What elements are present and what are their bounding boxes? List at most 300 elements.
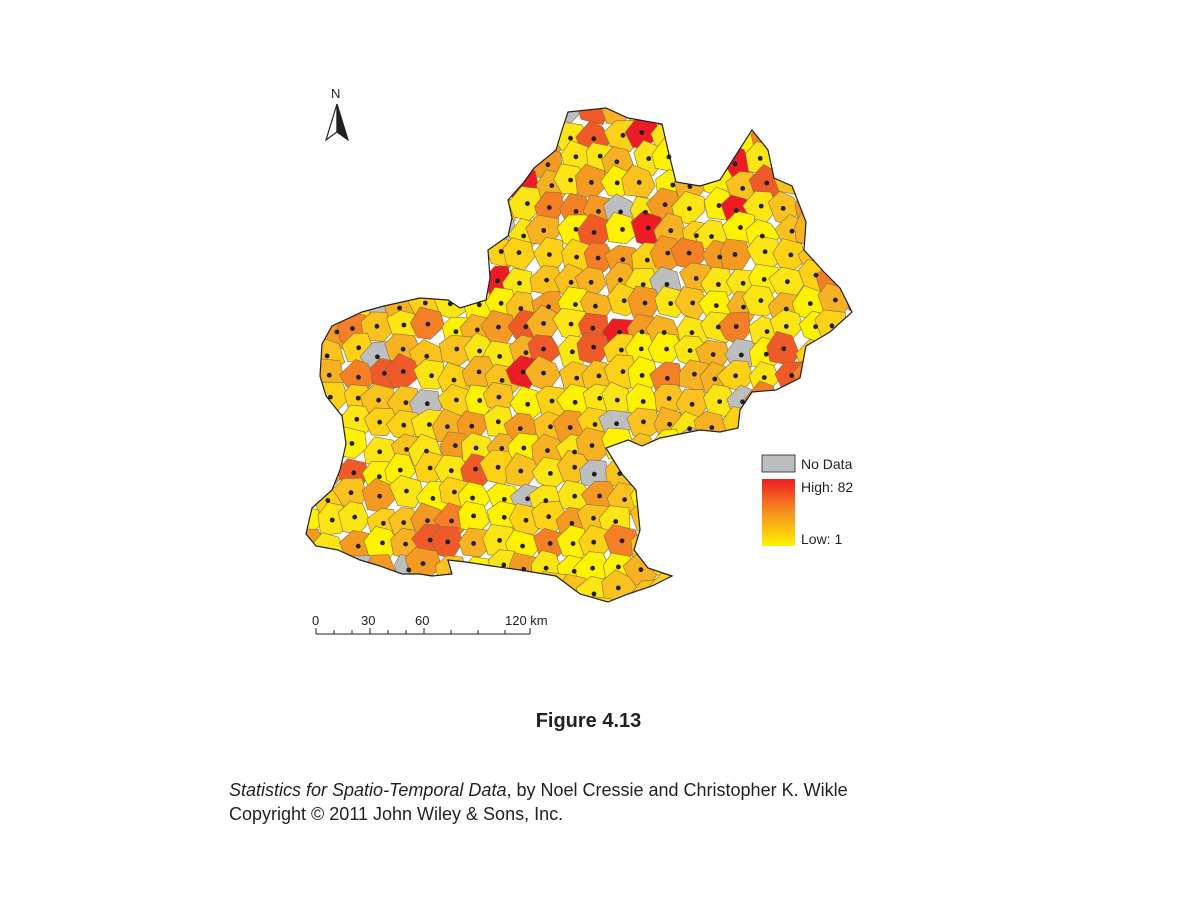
district-centroid-dot bbox=[573, 400, 578, 405]
district-area bbox=[365, 575, 398, 609]
scale-label-120km: 120 km bbox=[505, 613, 548, 628]
district-area bbox=[696, 462, 730, 492]
district-area bbox=[414, 210, 448, 242]
district-centroid-dot bbox=[521, 234, 526, 239]
district-centroid-dot bbox=[637, 180, 642, 185]
region-cells bbox=[287, 90, 881, 637]
district-centroid-dot bbox=[759, 204, 764, 209]
district-area bbox=[819, 574, 851, 604]
district-area bbox=[291, 607, 325, 637]
district-area bbox=[843, 380, 878, 414]
district-area bbox=[287, 338, 320, 369]
district-area bbox=[291, 455, 323, 487]
district-centroid-dot bbox=[517, 281, 522, 286]
district-centroid-dot bbox=[351, 470, 356, 475]
district-area bbox=[506, 576, 540, 611]
district-centroid-dot bbox=[790, 229, 795, 234]
district-centroid-dot bbox=[425, 518, 430, 523]
district-area bbox=[698, 122, 732, 151]
district-centroid-dot bbox=[525, 496, 530, 501]
district-area bbox=[368, 186, 401, 218]
district-area bbox=[824, 385, 854, 416]
district-centroid-dot bbox=[401, 520, 406, 525]
district-centroid-dot bbox=[734, 208, 739, 213]
district-area bbox=[294, 572, 328, 604]
district-centroid-dot bbox=[546, 162, 551, 167]
district-area bbox=[774, 389, 806, 419]
district-centroid-dot bbox=[548, 424, 553, 429]
district-centroid-dot bbox=[376, 398, 381, 403]
district-area bbox=[843, 575, 879, 606]
district-area bbox=[817, 94, 850, 129]
district-area bbox=[505, 99, 537, 133]
district-centroid-dot bbox=[593, 304, 598, 309]
district-area bbox=[292, 557, 327, 587]
district-centroid-dot bbox=[471, 514, 476, 519]
district-centroid-dot bbox=[733, 252, 738, 257]
district-centroid-dot bbox=[397, 306, 402, 311]
district-centroid-dot bbox=[401, 369, 406, 374]
district-area bbox=[819, 338, 852, 368]
district-centroid-dot bbox=[477, 398, 482, 403]
district-centroid-dot bbox=[617, 471, 622, 476]
district-area bbox=[846, 524, 880, 554]
district-centroid-dot bbox=[590, 566, 595, 571]
district-area bbox=[462, 173, 494, 205]
district-area bbox=[747, 600, 782, 631]
district-area bbox=[704, 475, 738, 509]
district-centroid-dot bbox=[520, 544, 525, 549]
district-area bbox=[795, 212, 828, 247]
district-centroid-dot bbox=[521, 567, 526, 572]
district-centroid-dot bbox=[833, 298, 838, 303]
district-centroid-dot bbox=[525, 402, 530, 407]
district-area bbox=[532, 94, 563, 125]
district-area bbox=[703, 531, 734, 562]
district-area bbox=[702, 598, 735, 633]
district-centroid-dot bbox=[401, 423, 406, 428]
district-area bbox=[407, 268, 444, 298]
district-area bbox=[436, 601, 469, 632]
district-area bbox=[288, 146, 322, 179]
district-centroid-dot bbox=[572, 450, 577, 455]
district-area bbox=[674, 480, 704, 511]
district-area bbox=[295, 239, 327, 275]
district-centroid-dot bbox=[404, 447, 409, 452]
district-area bbox=[774, 552, 805, 586]
district-area bbox=[320, 257, 354, 290]
district-centroid-dot bbox=[574, 255, 579, 260]
district-centroid-dot bbox=[499, 446, 504, 451]
district-centroid-dot bbox=[641, 399, 646, 404]
district-centroid-dot bbox=[709, 425, 714, 430]
district-area bbox=[454, 578, 488, 609]
district-area bbox=[582, 596, 618, 628]
district-area bbox=[433, 166, 466, 200]
district-centroid-dot bbox=[524, 350, 529, 355]
district-centroid-dot bbox=[717, 255, 722, 260]
district-area bbox=[505, 138, 537, 170]
district-area bbox=[819, 604, 853, 634]
district-centroid-dot bbox=[591, 136, 596, 141]
district-centroid-dot bbox=[593, 422, 598, 427]
district-area bbox=[296, 120, 328, 156]
district-area bbox=[718, 456, 754, 490]
district-centroid-dot bbox=[613, 519, 618, 524]
district-area bbox=[360, 168, 397, 198]
district-centroid-dot bbox=[377, 420, 382, 425]
district-centroid-dot bbox=[356, 375, 361, 380]
district-centroid-dot bbox=[474, 446, 479, 451]
figure-title: Figure 4.13 bbox=[535, 710, 642, 732]
district-area bbox=[839, 214, 872, 245]
district-centroid-dot bbox=[646, 156, 651, 161]
district-centroid-dot bbox=[325, 354, 330, 359]
district-centroid-dot bbox=[808, 301, 813, 306]
district-area bbox=[696, 570, 726, 604]
scale-label-60: 60 bbox=[415, 613, 430, 628]
district-centroid-dot bbox=[692, 372, 697, 377]
district-area bbox=[455, 262, 488, 291]
district-centroid-dot bbox=[517, 250, 522, 255]
district-centroid-dot bbox=[690, 301, 695, 306]
scale-label-0: 0 bbox=[312, 613, 320, 628]
district-centroid-dot bbox=[733, 373, 738, 378]
district-centroid-dot bbox=[544, 278, 549, 283]
district-area bbox=[768, 581, 802, 614]
district-area bbox=[386, 265, 419, 298]
district-centroid-dot bbox=[541, 228, 546, 233]
district-area bbox=[557, 603, 589, 635]
district-centroid-dot bbox=[764, 181, 769, 186]
district-area bbox=[840, 115, 872, 148]
district-area bbox=[749, 581, 782, 612]
district-area bbox=[822, 148, 855, 179]
district-centroid-dot bbox=[667, 155, 672, 160]
district-centroid-dot bbox=[687, 251, 692, 256]
district-area bbox=[552, 90, 584, 124]
district-area bbox=[460, 145, 490, 177]
district-centroid-dot bbox=[690, 402, 695, 407]
district-centroid-dot bbox=[622, 497, 627, 502]
district-area bbox=[842, 173, 875, 206]
district-area bbox=[842, 357, 875, 389]
district-centroid-dot bbox=[335, 330, 340, 335]
district-centroid-dot bbox=[760, 234, 765, 239]
district-centroid-dot bbox=[568, 136, 573, 141]
district-centroid-dot bbox=[548, 541, 553, 546]
district-centroid-dot bbox=[445, 424, 450, 429]
district-centroid-dot bbox=[398, 468, 403, 473]
district-area bbox=[317, 191, 349, 222]
district-centroid-dot bbox=[425, 401, 430, 406]
district-centroid-dot bbox=[421, 561, 426, 566]
district-centroid-dot bbox=[781, 346, 786, 351]
district-centroid-dot bbox=[716, 325, 721, 330]
district-centroid-dot bbox=[789, 373, 794, 378]
district-centroid-dot bbox=[714, 303, 719, 308]
district-centroid-dot bbox=[502, 515, 507, 520]
district-area bbox=[480, 92, 516, 121]
district-centroid-dot bbox=[473, 467, 478, 472]
district-area bbox=[796, 124, 827, 156]
district-area bbox=[484, 571, 519, 602]
district-centroid-dot bbox=[688, 348, 693, 353]
district-centroid-dot bbox=[352, 515, 357, 520]
district-area bbox=[294, 414, 325, 445]
district-centroid-dot bbox=[694, 276, 699, 281]
district-centroid-dot bbox=[646, 226, 651, 231]
district-area bbox=[843, 599, 876, 630]
district-area bbox=[745, 381, 779, 416]
district-area bbox=[459, 218, 490, 249]
district-centroid-dot bbox=[764, 352, 769, 357]
district-centroid-dot bbox=[424, 354, 429, 359]
district-area bbox=[296, 216, 328, 249]
district-area bbox=[821, 209, 852, 244]
district-area bbox=[345, 173, 378, 202]
book-title: Statistics for Spatio-Temporal Data bbox=[229, 780, 507, 800]
district-centroid-dot bbox=[453, 443, 458, 448]
district-centroid-dot bbox=[428, 538, 433, 543]
scale-label-30: 30 bbox=[361, 613, 376, 628]
district-centroid-dot bbox=[717, 203, 722, 208]
district-area bbox=[335, 144, 371, 176]
district-centroid-dot bbox=[401, 347, 406, 352]
district-area bbox=[766, 408, 799, 443]
district-area bbox=[463, 125, 496, 157]
district-centroid-dot bbox=[614, 421, 619, 426]
district-area bbox=[437, 572, 472, 605]
district-centroid-dot bbox=[596, 256, 601, 261]
district-centroid-dot bbox=[448, 301, 453, 306]
district-centroid-dot bbox=[668, 228, 673, 233]
district-centroid-dot bbox=[758, 156, 763, 161]
district-centroid-dot bbox=[496, 419, 501, 424]
district-centroid-dot bbox=[641, 282, 646, 287]
district-centroid-dot bbox=[495, 278, 500, 283]
district-centroid-dot bbox=[741, 281, 746, 286]
district-centroid-dot bbox=[591, 345, 596, 350]
district-centroid-dot bbox=[598, 154, 603, 159]
district-centroid-dot bbox=[589, 280, 594, 285]
district-area bbox=[677, 551, 707, 581]
district-area bbox=[839, 408, 873, 442]
district-area bbox=[774, 162, 809, 195]
district-centroid-dot bbox=[762, 277, 767, 282]
district-area bbox=[432, 140, 464, 174]
district-centroid-dot bbox=[785, 279, 790, 284]
district-area bbox=[672, 102, 707, 133]
district-area bbox=[322, 215, 355, 250]
district-area bbox=[338, 242, 375, 275]
district-centroid-dot bbox=[784, 324, 789, 329]
district-centroid-dot bbox=[502, 497, 507, 502]
district-area bbox=[455, 607, 489, 636]
district-area bbox=[696, 100, 727, 130]
citation bbox=[229, 778, 848, 826]
district-centroid-dot bbox=[687, 206, 692, 211]
district-centroid-dot bbox=[497, 395, 502, 400]
district-area bbox=[339, 217, 371, 246]
district-centroid-dot bbox=[621, 369, 626, 374]
district-area bbox=[407, 193, 439, 227]
district-centroid-dot bbox=[738, 225, 743, 230]
district-area bbox=[720, 435, 753, 467]
district-centroid-dot bbox=[518, 426, 523, 431]
district-area bbox=[456, 239, 486, 272]
district-centroid-dot bbox=[426, 322, 431, 327]
district-centroid-dot bbox=[377, 494, 382, 499]
district-area bbox=[672, 579, 709, 610]
district-centroid-dot bbox=[670, 183, 675, 188]
district-area bbox=[384, 580, 419, 614]
district-area bbox=[672, 126, 704, 156]
district-centroid-dot bbox=[690, 330, 695, 335]
district-area bbox=[655, 457, 686, 488]
district-centroid-dot bbox=[574, 227, 579, 232]
district-centroid-dot bbox=[662, 330, 667, 335]
district-centroid-dot bbox=[572, 569, 577, 574]
district-area bbox=[297, 306, 327, 341]
district-centroid-dot bbox=[525, 201, 530, 206]
district-centroid-dot bbox=[614, 159, 619, 164]
district-centroid-dot bbox=[546, 514, 551, 519]
district-area bbox=[725, 579, 756, 609]
book-authors: , by Noel Cressie and Christopher K. Wikle bbox=[506, 780, 848, 800]
district-centroid-dot bbox=[665, 251, 670, 256]
district-area bbox=[342, 187, 378, 221]
district-centroid-dot bbox=[596, 209, 601, 214]
district-centroid-dot bbox=[618, 278, 623, 283]
district-centroid-dot bbox=[469, 424, 474, 429]
district-area bbox=[819, 500, 852, 532]
district-centroid-dot bbox=[813, 324, 818, 329]
district-centroid-dot bbox=[454, 398, 459, 403]
district-centroid-dot bbox=[544, 566, 549, 571]
district-centroid-dot bbox=[589, 180, 594, 185]
district-area bbox=[463, 97, 496, 133]
district-centroid-dot bbox=[377, 449, 382, 454]
district-centroid-dot bbox=[570, 521, 575, 526]
district-centroid-dot bbox=[668, 301, 673, 306]
district-centroid-dot bbox=[597, 396, 602, 401]
district-centroid-dot bbox=[523, 324, 528, 329]
district-centroid-dot bbox=[597, 374, 602, 379]
district-centroid-dot bbox=[475, 328, 480, 333]
district-centroid-dot bbox=[763, 249, 768, 254]
district-area bbox=[385, 221, 417, 252]
district-area bbox=[848, 339, 877, 372]
district-area bbox=[384, 196, 420, 227]
district-centroid-dot bbox=[452, 378, 457, 383]
district-area bbox=[750, 413, 783, 444]
district-area bbox=[434, 121, 470, 152]
district-centroid-dot bbox=[688, 184, 693, 189]
district-centroid-dot bbox=[762, 375, 767, 380]
north-arrow-icon bbox=[326, 104, 348, 140]
district-area bbox=[798, 147, 831, 182]
legend-no-data-swatch bbox=[762, 455, 795, 472]
district-centroid-dot bbox=[643, 301, 648, 306]
district-area bbox=[727, 598, 757, 633]
district-centroid-dot bbox=[496, 325, 501, 330]
district-centroid-dot bbox=[733, 161, 738, 166]
district-centroid-dot bbox=[667, 422, 672, 427]
district-centroid-dot bbox=[574, 154, 579, 159]
district-centroid-dot bbox=[547, 252, 552, 257]
district-centroid-dot bbox=[640, 330, 645, 335]
district-centroid-dot bbox=[328, 395, 333, 400]
district-centroid-dot bbox=[717, 399, 722, 404]
district-area bbox=[706, 552, 738, 580]
district-centroid-dot bbox=[569, 280, 574, 285]
district-area bbox=[819, 163, 853, 197]
district-centroid-dot bbox=[541, 371, 546, 376]
district-centroid-dot bbox=[597, 494, 602, 499]
district-centroid-dot bbox=[350, 326, 355, 331]
district-centroid-dot bbox=[381, 521, 386, 526]
district-centroid-dot bbox=[590, 443, 595, 448]
district-area bbox=[698, 436, 731, 469]
district-area bbox=[341, 572, 376, 606]
district-centroid-dot bbox=[496, 465, 501, 470]
district-centroid-dot bbox=[592, 230, 597, 235]
district-area bbox=[440, 241, 475, 274]
district-centroid-dot bbox=[518, 306, 523, 311]
district-centroid-dot bbox=[518, 469, 523, 474]
district-centroid-dot bbox=[541, 347, 546, 352]
district-area bbox=[577, 90, 610, 124]
district-centroid-dot bbox=[616, 586, 621, 591]
district-centroid-dot bbox=[694, 233, 699, 238]
district-area bbox=[772, 98, 807, 129]
district-area bbox=[794, 580, 830, 612]
district-centroid-dot bbox=[449, 468, 454, 473]
district-area bbox=[365, 260, 400, 292]
north-label: N bbox=[331, 86, 341, 101]
district-centroid-dot bbox=[377, 474, 382, 479]
district-centroid-dot bbox=[619, 348, 624, 353]
district-area bbox=[478, 168, 513, 201]
district-area bbox=[510, 123, 545, 158]
district-area bbox=[680, 459, 711, 494]
district-centroid-dot bbox=[570, 349, 575, 354]
district-centroid-dot bbox=[574, 209, 579, 214]
district-area bbox=[680, 526, 714, 556]
district-area bbox=[363, 243, 395, 274]
copyright-line: Copyright © 2011 John Wiley & Sons, Inc. bbox=[229, 804, 564, 824]
district-area bbox=[294, 382, 326, 412]
district-area bbox=[793, 163, 824, 197]
district-centroid-dot bbox=[549, 183, 554, 188]
district-area bbox=[840, 244, 874, 276]
district-area bbox=[817, 408, 847, 439]
district-area bbox=[455, 191, 489, 225]
legend-no-data-label: No Data bbox=[801, 456, 853, 472]
district-area bbox=[821, 237, 854, 266]
district-centroid-dot bbox=[618, 210, 623, 215]
district-centroid-dot bbox=[592, 472, 597, 477]
district-area bbox=[721, 475, 754, 510]
district-centroid-dot bbox=[356, 396, 361, 401]
district-centroid-dot bbox=[663, 202, 668, 207]
district-centroid-dot bbox=[640, 373, 645, 378]
district-centroid-dot bbox=[591, 540, 596, 545]
district-centroid-dot bbox=[665, 282, 670, 287]
district-area bbox=[363, 114, 394, 150]
district-centroid-dot bbox=[445, 540, 450, 545]
